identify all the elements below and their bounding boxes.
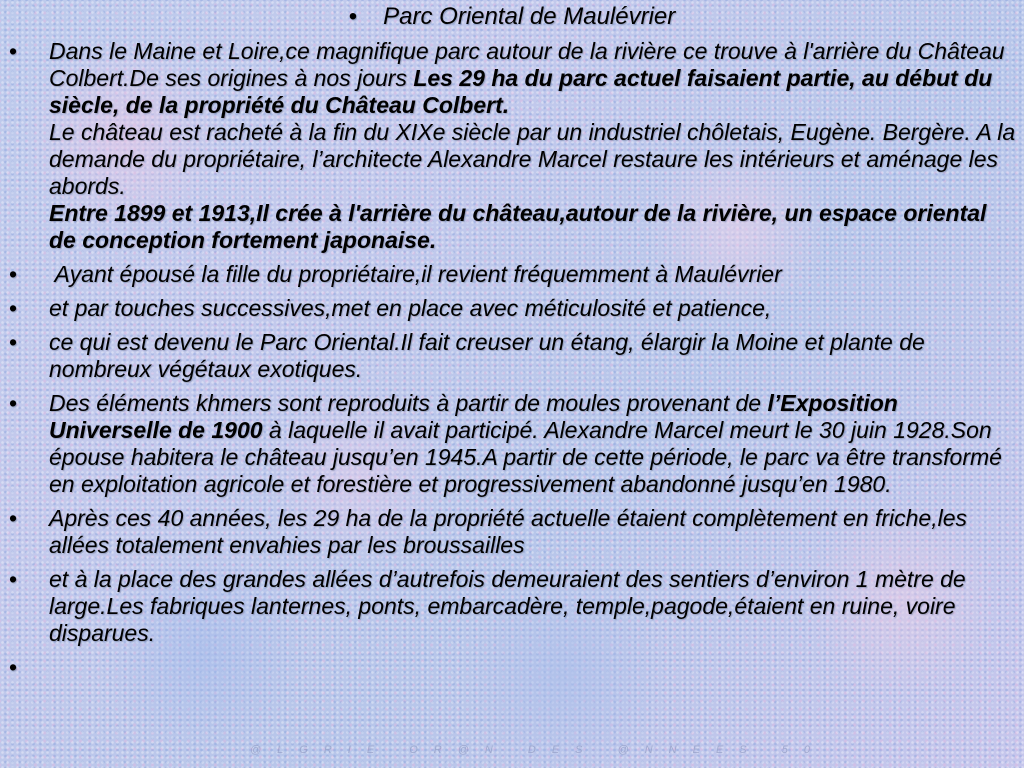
list-item-empty: [9, 654, 1017, 681]
list-item: [9, 566, 1017, 647]
paragraph-oriental-space: Entre 1899 et 1913,Il crée à l'arrière du château,autour de la rivière, un espace oriental de conception fortement japonaise.: [49, 200, 987, 253]
list-item-text: et à la place des grandes allées d’autrefois demeuraient des sentiers d’environ 1 mètre de large.Les fabriques lanternes, ponts, embarcadère, temple,pagode,étaient en ruine, voire disparues.: [49, 566, 966, 646]
bullet-icon: •: [9, 654, 18, 680]
paragraph-text: Dans le Maine et Loire,ce magnifique parc autour de la rivière ce trouve à l'arrière du Château Colbert.De ses origines à nos jours: [49, 38, 1005, 91]
list-item-text: Après ces 40 années, les 29 ha de la propriété actuelle étaient complètement en friche,les allées totalement envahies par les broussailles: [49, 505, 968, 558]
list-item: [9, 295, 1017, 322]
bullet-icon: •: [9, 261, 18, 287]
bullet-icon: •: [9, 566, 18, 592]
bullet-icon: •: [9, 390, 18, 416]
bullet-icon: •: [9, 295, 18, 321]
paragraph-bold-text: Les 29 ha du parc actuel faisaient partie, au début du siècle, de la propriété du Château Colbert.: [49, 65, 993, 118]
footer-watermark: @LGRIE OR@N DES @NNEES 50: [250, 744, 826, 756]
list-item-text: et par touches successives,met en place avec méticulosité et patience,: [49, 295, 772, 321]
bullet-icon: •: [9, 505, 18, 531]
list-item-text: ce qui est devenu le Parc Oriental.Il fait creuser un étang, élargir la Moine et plante de nombreux végétaux exotiques.: [49, 329, 925, 382]
list-item: [9, 329, 1017, 383]
list-item-text: Ayant épousé la fille du propriétaire,il revient fréquemment à Maulévrier: [49, 261, 782, 287]
list-item: [9, 38, 1017, 254]
list-item: [9, 505, 1017, 559]
bullet-list: [9, 38, 1017, 688]
bullet-icon: •: [9, 329, 18, 355]
slide-title: [0, 2, 1024, 31]
paragraph-chateau: Le château est racheté à la fin du XIXe siècle par un industriel chôletais, Eugène. Bergère. A la demande du propriétaire, l’architecte Alexandre Marcel restaure les intérieurs et aménage les abords.: [49, 119, 1016, 199]
list-item-text: à laquelle il avait participé. Alexandre Marcel meurt le 30 juin 1928.Son épouse habitera le château jusqu’en 1945.A partir de cette période, le parc va être transformé en exploitation agricole et forestière et progressivement abandonné jusqu’en 1980.: [49, 417, 1002, 497]
bullet-icon: •: [348, 3, 358, 30]
list-item-text: Des éléments khmers sont reproduits à partir de moules provenant de: [49, 390, 768, 416]
paragraph-intro: [49, 38, 1017, 119]
title-text: Parc Oriental de Maulévrier: [383, 3, 676, 30]
exposition-bold-text: l’Exposition Universelle de 1900: [49, 390, 898, 443]
bullet-icon: •: [9, 38, 18, 64]
list-item: [9, 261, 1017, 288]
list-item: [9, 390, 1017, 498]
